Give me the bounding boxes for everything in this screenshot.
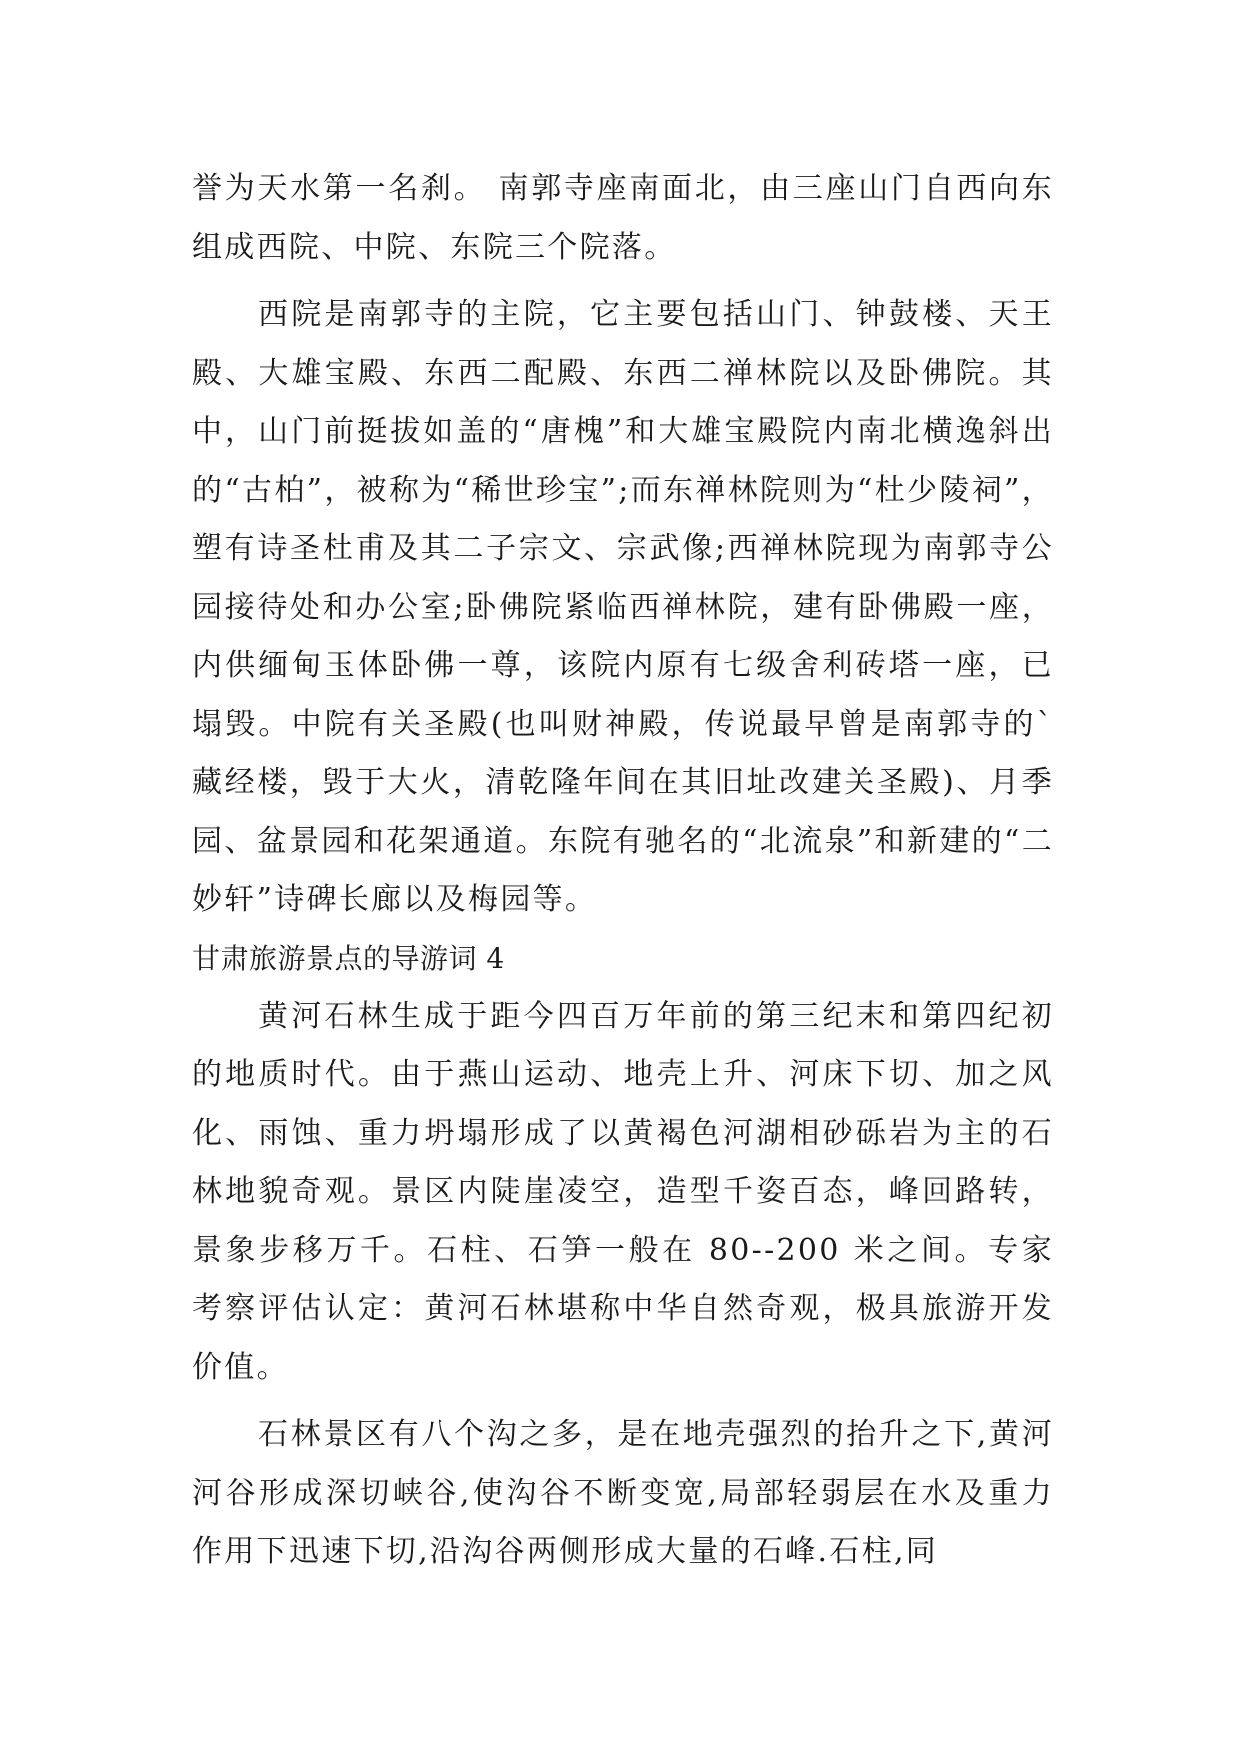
section-heading: 甘肃旅游景点的导游词 4 <box>192 941 505 975</box>
document-page <box>192 160 1054 1582</box>
paragraph-west-courtyard: 西院是南郭寺的主院，它主要包括山门、钟鼓楼、天王殿、大雄宝殿、东西二配殿、东西二禅林院以及卧佛院。其中，山门前挺拔如盖的“唐槐”和大雄宝殿院内南北横逸斜出的“古柏”，被称为“稀世珍宝”;而东禅林院则为“杜少陵祠”，塑有诗圣杜甫及其二子宗文、宗武像;西禅林院现为南郭寺公园接待处和办公室;卧佛院紧临西禅林院，建有卧佛殿一座，内供缅甸玉体卧佛一尊，该院内原有七级舍利砖塔一座，已塌毁。中院有关圣殿(也叫财神殿，传说最早曾是南郭寺的`藏经楼，毁于大火，清乾隆年间在其旧址改建关圣殿)、月季园、盆景园和花架通道。东院有驰名的“北流泉”和新建的“二妙轩”诗碑长廊以及梅园等。 <box>192 297 1054 917</box>
paragraph-yellow-river-stone-forest: 黄河石林生成于距今四百万年前的第三纪末和第四纪初的地质时代。由于燕山运动、地壳上升、河床下切、加之风化、雨蚀、重力坍塌形成了以黄褐色河湖相砂砾岩为主的石林地貌奇观。景区内陡崖凌空，造型千姿百态，峰回路转，景象步移万千。石柱、石笋一般在 80--200 米之间。专家考察评估认定：黄河石林堪称中华自然奇观，极具旅游开发价值。 <box>192 998 1054 1385</box>
paragraph-temple-intro: 誉为天水第一名刹。 南郭寺座南面北，由三座山门自西向东组成西院、中院、东院三个院落。 <box>192 171 1054 265</box>
paragraph-stone-forest-gullies: 石林景区有八个沟之多，是在地壳强烈的抬升之下,黄河河谷形成深切峡谷,使沟谷不断变宽,局部轻弱层在水及重力作用下迅速下切,沿沟谷两侧形成大量的石峰.石柱,同 <box>192 1417 1054 1569</box>
